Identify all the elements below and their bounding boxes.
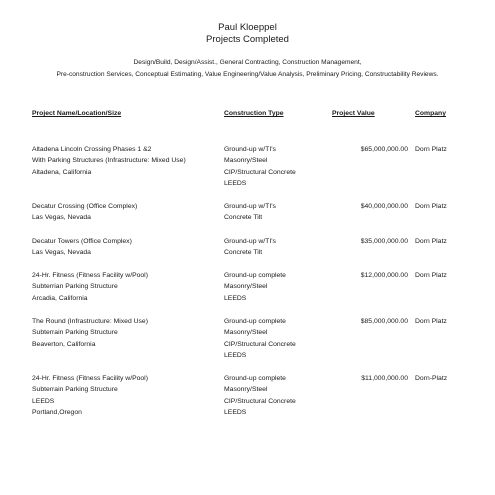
construction-type-line: LEEDS [224, 409, 247, 417]
construction-type-cell [224, 201, 276, 224]
project-name-line: Arcadia, California [32, 294, 88, 302]
project-name-line: Las Vegas, Nevada [32, 214, 91, 222]
column-header-project-name: Project Name/Location/Size [32, 110, 122, 117]
construction-type-line: Ground-up w/TI's [224, 238, 276, 245]
construction-type-line: Ground-up complete [224, 318, 286, 325]
project-name-line: Subterrain Parking Structure [32, 329, 118, 337]
project-value-cell: $40,000,000.00 [360, 203, 408, 210]
project-value-cell: $12,000,000.00 [360, 272, 408, 279]
construction-type-line: Ground-up complete [224, 272, 286, 279]
project-name-line: Altadena Lincoln Crossing Phases 1 &2 [32, 146, 152, 153]
project-name-line: 24-Hr. Fitness (Fitness Facility w/Pool) [32, 375, 148, 382]
company-cell: Dorn Platz [415, 203, 447, 210]
column-header-project-value: Project Value [332, 110, 375, 117]
construction-type-cell [224, 270, 286, 304]
construction-type-cell [224, 236, 276, 259]
construction-type-line: CIP/Structural Concrete [224, 168, 296, 176]
construction-type-cell [224, 144, 296, 190]
services-line-1: Design/Build, Design/Assist., General Contracting, Construction Management, [133, 59, 362, 66]
project-name-cell [32, 270, 148, 304]
project-name-line: Beaverton, California [32, 340, 96, 348]
project-name-line: Decatur Crossing (Office Complex) [32, 203, 138, 210]
project-value-cell: $65,000,000.00 [360, 146, 408, 153]
project-value-cell: $35,000,000.00 [360, 238, 408, 245]
project-name-line: Decatur Towers (Office Complex) [32, 238, 132, 245]
project-name-cell [32, 201, 137, 224]
company-cell: Dorn Platz [415, 318, 447, 325]
construction-type-cell [224, 316, 296, 362]
project-name-line: Subterrain Parking Structure [32, 386, 118, 394]
construction-type-line: Masonry/Steel [224, 329, 268, 337]
project-name-cell [32, 316, 148, 350]
company-cell: Dorn-Platz [415, 375, 448, 382]
company-cell: Dorn Platz [415, 146, 447, 153]
project-name-line: The Round (Infrastructure: Mixed Use) [32, 318, 148, 325]
document-subtitle: Projects Completed [206, 34, 289, 45]
construction-type-line: Masonry/Steel [224, 283, 268, 291]
project-name-cell [32, 144, 186, 178]
construction-type-line: Concrete Tilt [224, 214, 263, 222]
construction-type-line: LEEDS [224, 294, 247, 302]
company-cell: Dorn Platz [415, 238, 447, 245]
construction-type-line: LEEDS [224, 352, 247, 360]
project-name-line: Las Vegas, Nevada [32, 249, 91, 257]
construction-type-line: Ground-up complete [224, 375, 286, 382]
project-value-cell: $85,000,000.00 [360, 318, 408, 325]
project-name-cell [32, 236, 132, 259]
author-name: Paul Kloeppel [218, 22, 277, 33]
project-name-line: With Parking Structures (Infrastructure: Mixed Use) [32, 157, 186, 165]
project-name-line: LEEDS [32, 397, 55, 405]
construction-type-line: CIP/Structural Concrete [224, 340, 296, 348]
construction-type-line: Masonry/Steel [224, 157, 268, 165]
construction-type-line: Ground-up w/TI's [224, 146, 276, 153]
company-cell: Dorn Platz [415, 272, 447, 279]
construction-type-cell [224, 373, 296, 419]
construction-type-line: CIP/Structural Concrete [224, 397, 296, 405]
construction-type-line: Concrete Tilt [224, 249, 263, 257]
construction-type-line: Ground-up w/TI's [224, 203, 276, 210]
project-name-line: Portland,Oregon [32, 409, 82, 417]
services-line-2: Pre-construction Services, Conceptual Estimating, Value Engineering/Value Analysis, Preliminary Pricing, Constructability Reviews. [56, 71, 439, 78]
project-name-line: Subterrian Parking Structure [32, 283, 118, 291]
project-name-line: Altadena, California [32, 168, 92, 176]
project-value-cell: $11,000,000.00 [361, 375, 408, 382]
construction-type-line: Masonry/Steel [224, 386, 268, 394]
project-name-cell [32, 373, 148, 419]
column-header-construction-type: Construction Type [224, 110, 284, 117]
project-name-line: 24-Hr. Fitness (Fitness Facility w/Pool) [32, 272, 148, 279]
construction-type-line: LEEDS [224, 180, 247, 188]
column-header-company: Company [415, 110, 446, 117]
